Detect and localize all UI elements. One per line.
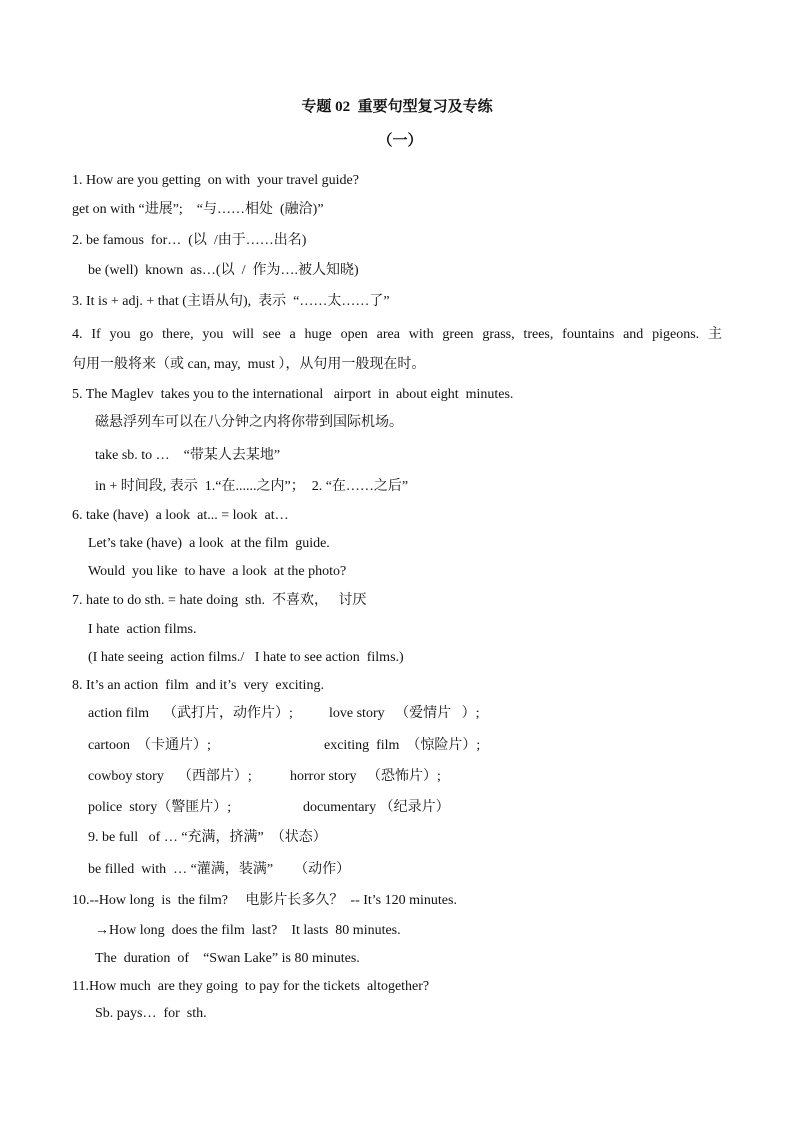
item-10-example-2: The duration of “Swan Lake” is 80 minutes. [95, 951, 360, 966]
item-2-sentence: 2. be famous for… (以 /由于……出名) [72, 233, 307, 248]
item-5-sentence: 5. The Maglev takes you to the international airport in about eight minutes. [72, 387, 514, 402]
item-10-sentence: 10.--How long is the film? 电影片长多久？ -- It’s 120 minutes. [72, 893, 457, 908]
item-6-sentence: 6. take (have) a look at... = look at… [72, 508, 289, 523]
item-10-example-1: →How long does the film last? It lasts 80 minutes. [95, 923, 401, 938]
film-type-love-story: love story （爱情片 ）; [329, 706, 480, 721]
item-4-note: 句用一般将来（或 can, may, must ），从句用一般现在时。 [72, 357, 426, 372]
item-6-example-1: Let’s take (have) a look at the film guide. [88, 536, 330, 551]
item-8-sentence: 8. It’s an action film and it’s very exciting. [72, 678, 324, 693]
item-5-translation: 磁悬浮列车可以在八分钟之内将你带到国际机场。 [95, 415, 403, 430]
item-7-sentence: 7. hate to do sth. = hate doing sth. 不喜欢， 讨厌 [72, 593, 367, 608]
item-11-note: Sb. pays… for sth. [95, 1006, 207, 1021]
item-1-sentence: 1. How are you getting on with your travel guide? [72, 173, 359, 188]
item-5-note-take: take sb. to … “带某人去某地” [95, 448, 281, 463]
item-6-example-2: Would you like to have a look at the photo? [88, 564, 347, 579]
item-7-example-1: I hate action films. [88, 622, 197, 637]
item-5-note-in: in + 时间段, 表示 1.“在......之内”； 2. “在……之后” [95, 479, 409, 494]
film-type-police: police story（警匪片）; [88, 800, 232, 815]
film-type-documentary: documentary （纪录片） [303, 800, 450, 815]
item-1-note: get on with “进展”; “与……相处 (融洽)” [72, 202, 324, 217]
item-9-sentence: 9. be full of … “充满，挤满” （状态） [88, 830, 327, 845]
item-11-sentence: 11.How much are they going to pay for the tickets altogether? [72, 979, 430, 994]
film-type-cartoon: cartoon （卡通片）; [88, 738, 211, 753]
item-3-sentence: 3. It is + adj. + that (主语从句), 表示 “……太……了” [72, 294, 390, 309]
film-type-horror: horror story （恐怖片）; [290, 769, 441, 784]
item-7-example-2: (I hate seeing action films./ I hate to see action films.) [88, 650, 404, 665]
film-type-action: action film （武打片，动作片）; [88, 706, 293, 721]
section-subtitle: （一） [377, 133, 423, 149]
page-title: 专题 02 重要句型复习及专练 [301, 99, 493, 115]
item-4-sentence: 4. If you go there, you will see a huge open area with green grass, trees, fountains and pigeons. 主 [72, 327, 722, 342]
item-9-note: be filled with … “灌满，装满” （动作） [88, 862, 351, 877]
film-type-cowboy: cowboy story （西部片）; [88, 769, 252, 784]
item-2-note: be (well) known as…(以 / 作为….被人知晓) [88, 263, 359, 278]
film-type-exciting: exciting film （惊险片）; [324, 738, 481, 753]
